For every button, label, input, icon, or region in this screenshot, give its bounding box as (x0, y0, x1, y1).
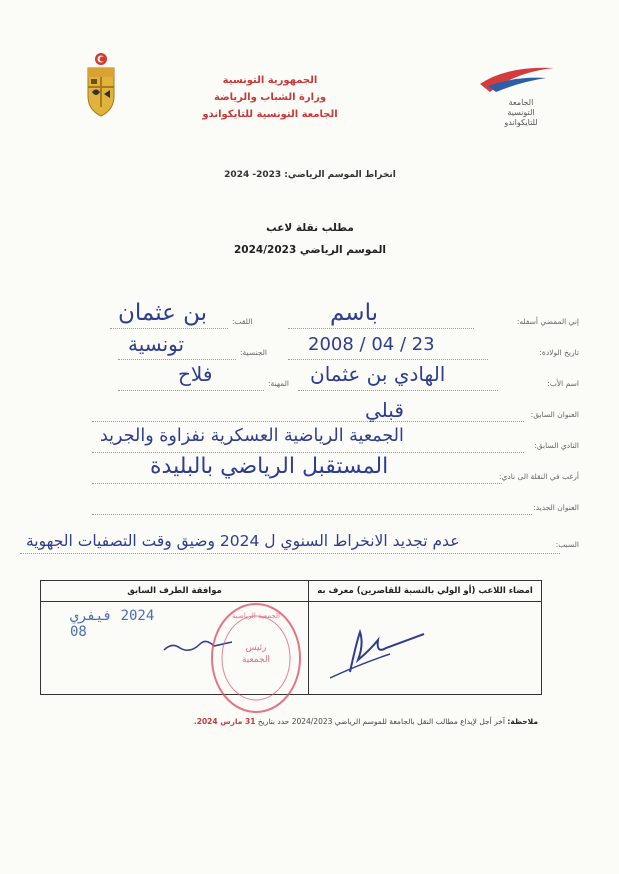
stamp-text-2: الجمعية (241, 655, 271, 665)
first-name-value: باسم (330, 300, 378, 326)
surname-label: اللقب: (232, 317, 253, 326)
form-subtitle: الموسم الرياضي 2024/2023 (233, 244, 387, 256)
new-club-label: أرغب في النقلة الى نادي: (498, 472, 579, 481)
old-address-label: العنوان السابق: (530, 410, 579, 419)
federation-logo-text-1: الجامعة (508, 98, 534, 107)
note-deadline: 31 مارس 2024. (193, 717, 256, 726)
form-title: مطلب نقلة لاعب (266, 222, 354, 234)
new-club-value: المستقبل الرياضي بالبليدة (150, 454, 389, 479)
reason-value: عدم تجديد الانخراط السنوي ل 2024 وضيق وقت التصفيات الجهوية (26, 532, 460, 550)
tunisia-emblem (84, 52, 118, 118)
surname-value: بن عثمان (118, 300, 208, 326)
old-club-label: النادي السابق: (534, 441, 579, 450)
note-label: ملاحظة: (507, 717, 538, 726)
old-club-value: الجمعية الرياضية العسكرية نفزاوة والجريد (100, 426, 404, 446)
club-stamp (206, 600, 306, 716)
nationality-label: الجنسية: (240, 348, 267, 357)
header-line-2: وزارة الشباب والرياضة (213, 92, 327, 103)
stamp-date: 2024 فيفري 08 (70, 608, 155, 640)
federation-logo (476, 62, 566, 127)
player-signature (320, 624, 430, 680)
col-player-signature: امضاء اللاعب (أو الولي بالنسبة للقاصرين) معرف به (309, 581, 541, 602)
header-line-1: الجمهورية التونسية (222, 75, 318, 86)
federation-logo-text-2: التونسية (507, 108, 535, 117)
father-value: الهادي بن عثمان (310, 362, 446, 386)
old-address-value: قبلي (365, 398, 404, 422)
father-label: اسم الأب: (547, 379, 579, 388)
new-address-label: العنوان الجديد: (533, 503, 579, 512)
nationality-value: تونسية (128, 332, 185, 356)
stamp-ring-text: الجمعية الرياضية (232, 612, 280, 620)
deadline-note (150, 717, 538, 726)
reason-label: السبب: (555, 540, 579, 549)
signee-label: إني الممضي أسفله: (516, 317, 579, 326)
federation-logo-text-3: للتايكواندو (504, 118, 538, 127)
season-registration: انخراط الموسم الرياضي: 2023- 2024 (224, 170, 396, 180)
col-previous-party: موافقة الطرف السابق (41, 581, 308, 602)
birthdate-label: تاريخ الولادة: (539, 348, 579, 357)
header-line-3: الجامعة التونسية للتايكواندو (202, 109, 338, 120)
stamp-text-1: رئيس (245, 643, 267, 653)
note-text: آخر أجل لإيداع مطالب النقل بالجامعة للموسم الرياضي 2024/2023 حدد بتاريخ (257, 717, 505, 726)
birthdate-value: 2008 / 04 / 23 (308, 334, 435, 355)
job-value: فلاح (178, 362, 213, 386)
job-label: المهنة: (268, 379, 289, 388)
